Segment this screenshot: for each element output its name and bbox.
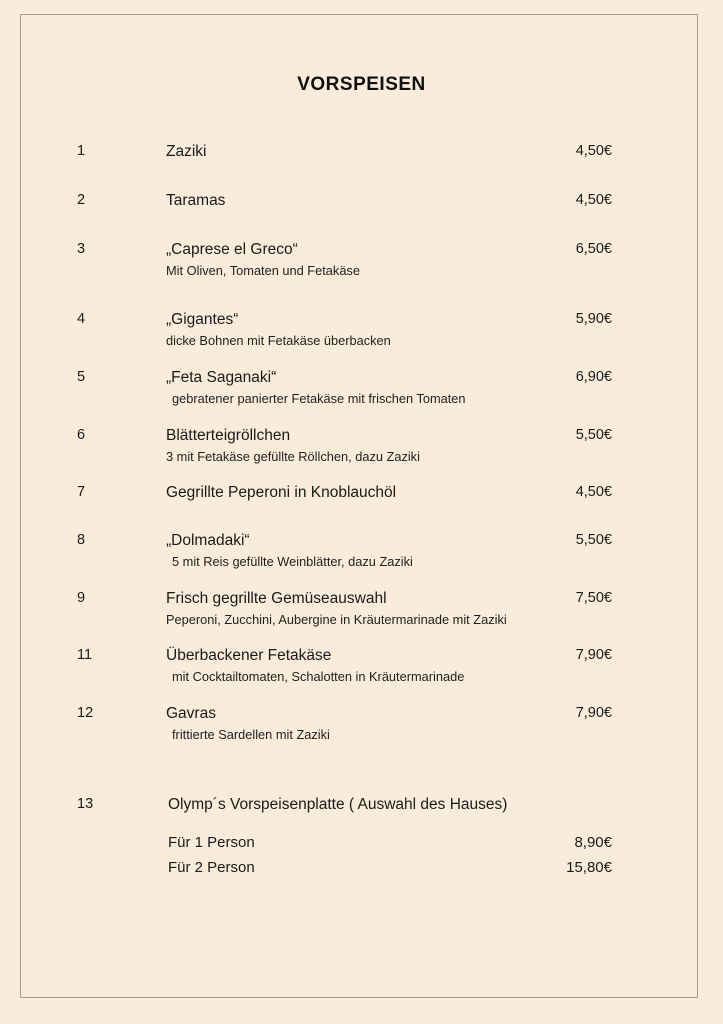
platter-option-label: Für 2 Person xyxy=(168,859,255,876)
menu-item-name: „Dolmadaki“ xyxy=(166,532,250,549)
menu-item-name: „Feta Saganaki“ xyxy=(166,369,277,386)
menu-item-name: „Caprese el Greco“ xyxy=(166,241,298,258)
menu-item-price: 5,50€ xyxy=(575,427,612,443)
platter-option-price: 15,80€ xyxy=(566,859,612,876)
menu-item-name: Blätterteigröllchen xyxy=(166,427,291,444)
menu-item-number: 3 xyxy=(77,241,86,257)
menu-item-name: Überbackener Fetakäse xyxy=(166,647,332,664)
platter-option-label: Für 1 Person xyxy=(168,834,255,851)
menu-item-number: 1 xyxy=(77,143,86,159)
menu-item-name: Gavras xyxy=(166,705,216,722)
menu-item-number: 6 xyxy=(77,427,86,443)
menu-item-description: Peperoni, Zucchini, Aubergine in Kräutermarinade mit Zaziki xyxy=(166,612,507,627)
menu-item-description: 3 mit Fetakäse gefüllte Röllchen, dazu Zaziki xyxy=(166,449,420,464)
menu-item-price: 7,90€ xyxy=(575,705,612,721)
menu-item-number: 2 xyxy=(77,192,86,208)
menu-item-number: 8 xyxy=(77,532,86,548)
menu-item-description: gebratener panierter Fetakäse mit frischen Tomaten xyxy=(172,391,466,406)
menu-item-price: 7,50€ xyxy=(575,590,612,606)
menu-item-price: 5,50€ xyxy=(575,532,612,548)
menu-item-number: 7 xyxy=(77,484,86,500)
menu-item-price: 7,90€ xyxy=(575,647,612,663)
menu-item-price: 4,50€ xyxy=(575,484,612,500)
menu-item-name: Gegrillte Peperoni in Knoblauchöl xyxy=(166,484,397,501)
platter-name: Olymp´s Vorspeisenplatte ( Auswahl des Hauses) xyxy=(168,796,508,813)
menu-item-name: Zaziki xyxy=(166,143,207,160)
menu-item-number: 4 xyxy=(77,311,86,327)
menu-item-name: Frisch gegrillte Gemüseauswahl xyxy=(166,590,387,607)
platter-number: 13 xyxy=(77,796,94,812)
menu-item-price: 5,90€ xyxy=(575,311,612,327)
menu-item-price: 4,50€ xyxy=(575,192,612,208)
menu-item-name: „Gigantes“ xyxy=(166,311,239,328)
menu-item-description: 5 mit Reis gefüllte Weinblätter, dazu Zaziki xyxy=(172,554,413,569)
menu-item-description: Mit Oliven, Tomaten und Fetakäse xyxy=(166,263,360,278)
menu-item-number: 11 xyxy=(77,647,93,663)
menu-item-name: Taramas xyxy=(166,192,226,209)
platter-option-price: 8,90€ xyxy=(574,834,612,851)
menu-item-description: mit Cocktailtomaten, Schalotten in Kräutermarinade xyxy=(172,669,465,684)
menu-item-description: frittierte Sardellen mit Zaziki xyxy=(172,727,330,742)
menu-item-price: 4,50€ xyxy=(575,143,612,159)
menu-item-number: 5 xyxy=(77,369,86,385)
page-title: VORSPEISEN xyxy=(297,74,426,95)
menu-item-number: 12 xyxy=(77,705,94,721)
menu-item-price: 6,50€ xyxy=(575,241,612,257)
menu-item-number: 9 xyxy=(77,590,86,606)
menu-item-description: dicke Bohnen mit Fetakäse überbacken xyxy=(166,333,391,348)
menu-item-price: 6,90€ xyxy=(575,369,612,385)
